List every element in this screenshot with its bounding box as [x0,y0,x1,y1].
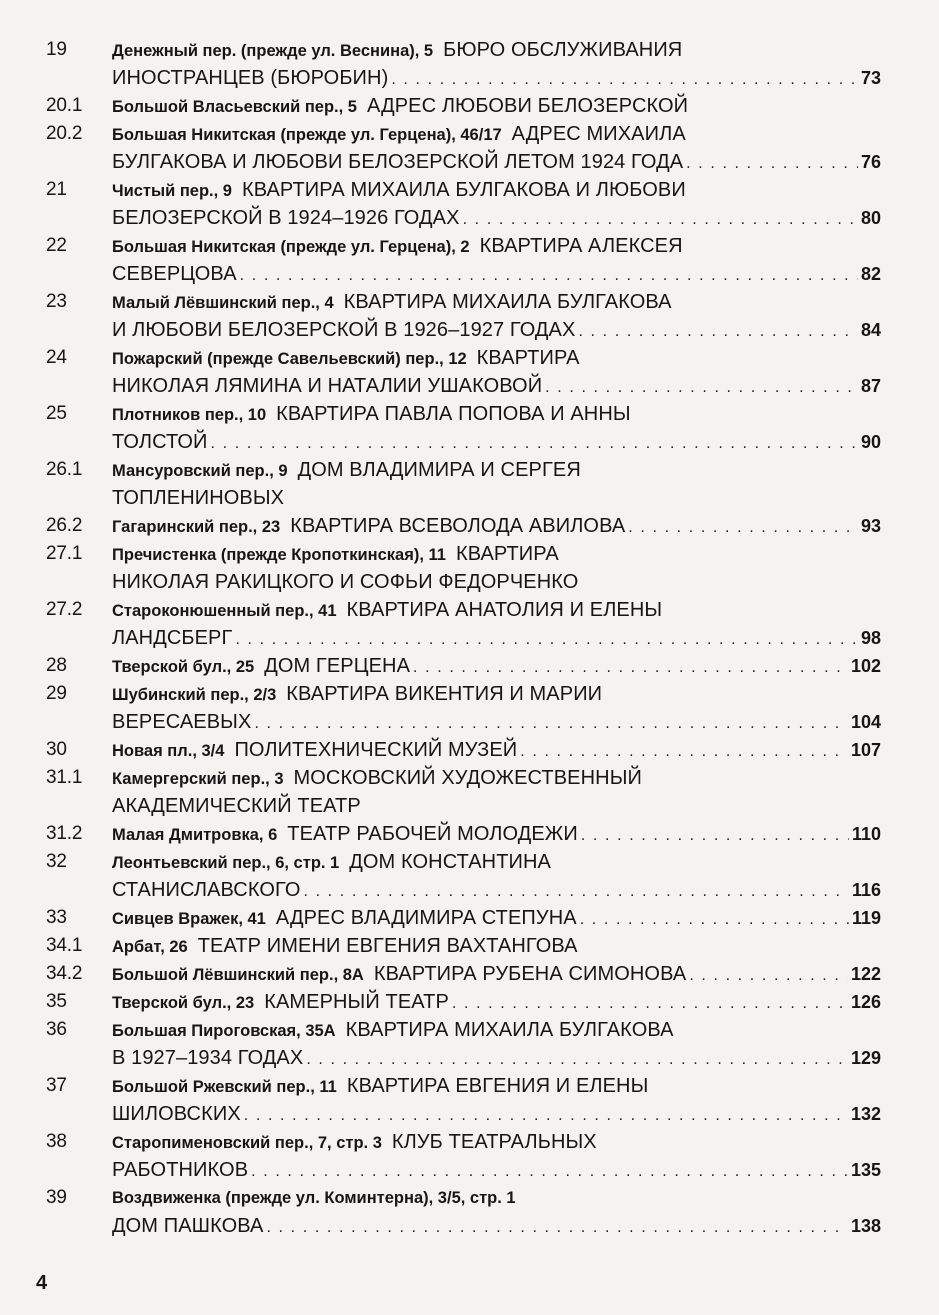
entry-title-continued: И ЛЮБОВИ БЕЛОЗЕРСКОЙ В 1926–1927 ГОДАХ [112,319,576,341]
entry-line-1 [112,988,881,1016]
entry-line-1 [112,344,881,372]
page-ref: 119 [851,908,881,928]
toc-entry [0,92,939,120]
entry-number: 33 [46,907,67,928]
entry-line-1-text [112,1131,597,1153]
entry-line-2 [112,64,881,92]
entry-line-1-text [112,988,449,1016]
dot-leader [240,262,858,288]
entry-line-1 [112,92,881,120]
entry-line-2 [112,708,881,736]
entry-number: 19 [46,39,67,60]
toc-entry [0,848,939,904]
entry-title: КВАРТИРА РУБЕНА СИМОНОВА [373,963,687,985]
entry-title-continued: НИКОЛАЯ ЛЯМИНА И НАТАЛИИ УШАКОВОЙ [112,375,543,397]
page-ref: 102 [850,656,881,676]
toc-entry [0,36,939,92]
entry-line-1-text [112,652,410,680]
dot-leader [578,318,858,344]
dot-leader [413,654,848,680]
toc-entry [0,120,939,176]
entry-line-1-text [112,935,578,957]
entry-line-2 [112,1212,881,1240]
toc-entry [0,1184,939,1240]
page-ref: 90 [860,432,881,452]
entry-title: КВАРТИРА АЛЕКСЕЯ [479,235,683,257]
entry-address: Гагаринский пер., 23 [112,518,281,536]
entry-number: 26.1 [46,459,83,480]
entry-number: 25 [46,403,67,424]
entry-title-continued: В 1927–1934 ГОДАХ [112,1047,304,1069]
entry-line-2 [112,1044,881,1072]
entry-number: 26.2 [46,515,83,536]
entry-line-1-text [112,1075,649,1097]
page-ref: 116 [851,880,881,900]
entry-line-1-text [112,95,689,117]
entry-address: Денежный пер. (прежде ул. Веснина), 5 [112,42,434,60]
page-ref: 80 [860,208,881,228]
entry-address: Леонтьевский пер., 6, стр. 1 [112,854,340,872]
page-ref: 87 [860,376,881,396]
toc-entry [0,820,939,848]
entry-line-1 [112,680,881,708]
entry-address: Малый Лёвшинский пер., 4 [112,294,334,312]
dot-leader [266,1214,847,1240]
entry-line-1-text [112,459,581,481]
entry-title: КВАРТИРА [455,543,559,565]
entry-line-1 [112,540,881,568]
entry-line-2 [112,316,881,344]
entry-title-continued: БЕЛОЗЕРСКОЙ В 1924–1926 ГОДАХ [112,207,460,229]
entry-address: Большая Никитская (прежде ул. Герцена), 46/17 [112,126,502,144]
toc-entry [0,764,939,820]
entry-address: Воздвиженка (прежде ул. Коминтерна), 3/5, стр. 1 [112,1189,516,1207]
entry-title-continued: РАБОТНИКОВ [112,1159,249,1181]
entry-line-1-text [112,683,603,705]
toc-entry [0,988,939,1016]
entry-title: КВАРТИРА ВИКЕНТИЯ И МАРИИ [286,683,603,705]
toc-entry [0,652,939,680]
entry-line-1-text [112,1019,674,1041]
entry-title: КВАРТИРА АНАТОЛИЯ И ЕЛЕНЫ [346,599,663,621]
entry-address: Большой Ржевский пер., 11 [112,1078,337,1096]
dot-leader [244,1102,848,1128]
entry-title: КВАРТИРА [476,347,580,369]
entry-line-1-text [112,767,642,789]
page-ref: 107 [850,740,881,760]
page-ref: 110 [851,824,881,844]
page-ref: 76 [860,152,881,172]
entry-line-2 [112,484,881,512]
entry-line-1 [112,596,881,624]
entry-address: Шубинский пер., 2/3 [112,686,277,704]
page-ref: 84 [860,320,881,340]
toc-entry [0,1072,939,1128]
entry-line-1 [112,1184,881,1212]
toc-entry [0,456,939,512]
entry-title-continued: ДОМ ПАШКОВА [112,1215,264,1237]
toc-entry [0,1128,939,1184]
entry-address: Большой Лёвшинский пер., 8А [112,966,364,984]
toc-entry [0,288,939,344]
entry-address: Староконюшенный пер., 41 [112,602,337,620]
entry-title-continued: ИНОСТРАНЦЕВ (БЮРОБИН) [112,67,389,89]
entry-line-1 [112,288,881,316]
page-ref: 138 [850,1216,881,1236]
dot-leader [235,626,858,652]
toc-entry [0,540,939,596]
entry-title: КАМЕРНЫЙ ТЕАТР [264,991,449,1013]
entry-address: Арбат, 26 [112,938,188,956]
page-ref: 135 [850,1160,881,1180]
entry-number: 28 [46,655,67,676]
entry-title-continued: СЕВЕРЦОВА [112,263,237,285]
entry-title: ДОМ ВЛАДИМИРА И СЕРГЕЯ [297,459,581,481]
entry-title-continued: ЛАНДСБЕРГ [112,627,233,649]
entry-line-1-text [112,512,625,540]
entry-line-1-text [112,179,686,201]
toc-entry [0,1016,939,1072]
page-ref: 122 [850,964,881,984]
entry-line-2 [112,624,881,652]
toc-entry [0,596,939,652]
toc-entry [0,904,939,932]
entry-number: 27.2 [46,599,83,620]
entry-address: Плотников пер., 10 [112,406,267,424]
entry-address: Большой Власьевский пер., 5 [112,98,357,116]
entry-number: 39 [46,1187,67,1208]
entry-line-1-text [112,820,578,848]
entry-line-1 [112,652,881,680]
entry-number: 20.1 [46,95,83,116]
entry-title: ДОМ ГЕРЦЕНА [264,655,411,677]
entry-number: 22 [46,235,67,256]
entry-line-1-text [112,403,631,425]
entry-line-1-text [112,235,683,257]
entry-line-1-text [112,599,663,621]
entry-address: Пожарский (прежде Савельевский) пер., 12 [112,350,467,368]
dot-leader [391,66,858,92]
entry-line-1 [112,764,881,792]
entry-line-1-text [112,39,683,61]
entry-line-1 [112,820,881,848]
entry-title: ТЕАТР ИМЕНИ ЕВГЕНИЯ ВАХТАНГОВА [197,935,578,957]
entry-address: Большая Пироговская, 35А [112,1022,336,1040]
entry-line-1 [112,1128,881,1156]
toc-entry [0,736,939,764]
entry-line-2 [112,568,881,596]
entry-address: Чистый пер., 9 [112,182,232,200]
entry-number: 38 [46,1131,67,1152]
entry-address: Новая пл., 3/4 [112,742,225,760]
entry-title: КВАРТИРА ЕВГЕНИЯ И ЕЛЕНЫ [346,1075,649,1097]
entry-line-2 [112,372,881,400]
entry-line-1-text [112,291,672,313]
entry-number: 24 [46,347,67,368]
entry-address: Старопименовский пер., 7, стр. 3 [112,1134,382,1152]
dot-leader [306,1046,848,1072]
entry-number: 27.1 [46,543,83,564]
entry-address: Тверской бул., 23 [112,994,255,1012]
entry-line-1-text [112,543,559,565]
page-ref: 93 [860,516,881,536]
entry-line-2 [112,876,881,904]
entry-title-continued: БУЛГАКОВА И ЛЮБОВИ БЕЛОЗЕРСКОЙ ЛЕТОМ 1924 ГОДА [112,151,684,173]
dot-leader [689,962,848,988]
entry-title-continued: НИКОЛАЯ РАКИЦКОГО И СОФЬИ ФЕДОРЧЕНКО [112,571,579,593]
entry-address: Малая Дмитровка, 6 [112,826,278,844]
entry-title: ПОЛИТЕХНИЧЕСКИЙ МУЗЕЙ [234,739,518,761]
entry-title: КВАРТИРА МИХАИЛА БУЛГАКОВА [345,1019,674,1041]
entry-line-1-text [112,851,551,873]
entry-address: Большая Никитская (прежде ул. Герцена), 2 [112,238,470,256]
dot-leader [686,150,858,176]
entry-address: Пречистенка (прежде Кропоткинская), 11 [112,546,446,564]
entry-line-1 [112,848,881,876]
entry-title-continued: СТАНИСЛАВСКОГО [112,879,301,901]
dot-leader [251,1158,848,1184]
entry-number: 20.2 [46,123,83,144]
entry-line-2 [112,148,881,176]
entry-line-1 [112,1072,881,1100]
entry-line-2 [112,260,881,288]
entry-title: АДРЕС ЛЮБОВИ БЕЛОЗЕРСКОЙ [366,95,689,117]
entry-number: 37 [46,1075,67,1096]
entry-line-1 [112,120,881,148]
entry-line-1 [112,232,881,260]
entry-number: 34.2 [46,963,83,984]
entry-number: 21 [46,179,67,200]
entry-line-1 [112,736,881,764]
entry-number: 31.2 [46,823,83,844]
dot-leader [452,990,848,1016]
entry-title: КЛУБ ТЕАТРАЛЬНЫХ [391,1131,597,1153]
entry-title-continued: ВЕРЕСАЕВЫХ [112,711,252,733]
entry-line-1-text [112,347,580,369]
page-ref: 129 [850,1048,881,1068]
entry-address: Сивцев Вражек, 41 [112,910,266,928]
toc-entry [0,960,939,988]
dot-leader [304,878,849,904]
toc-entry [0,400,939,456]
entry-title: КВАРТИРА МИХАИЛА БУЛГАКОВА И ЛЮБОВИ [241,179,686,201]
entry-number: 29 [46,683,67,704]
entry-title: КВАРТИРА ВСЕВОЛОДА АВИЛОВА [290,515,626,537]
entry-number: 30 [46,739,67,760]
page-ref: 104 [850,712,881,732]
entry-title: БЮРО ОБСЛУЖИВАНИЯ [443,39,683,61]
entry-line-1-text [112,904,577,932]
toc-entry [0,232,939,288]
toc-entry [0,932,939,960]
entry-line-1 [112,36,881,64]
entry-line-2 [112,1156,881,1184]
dot-leader [545,374,858,400]
entry-line-2 [112,1100,881,1128]
toc-entry [0,176,939,232]
entry-line-1-text [112,960,686,988]
dot-leader [520,738,848,764]
entry-title-continued: ТОЛСТОЙ [112,431,208,453]
page-ref: 98 [860,628,881,648]
entry-line-1 [112,512,881,540]
entry-address: Камергерский пер., 3 [112,770,284,788]
entry-line-1 [112,1016,881,1044]
toc-entry [0,344,939,400]
entry-line-2 [112,204,881,232]
entry-line-2 [112,792,881,820]
entry-title: АДРЕС МИХАИЛА [511,123,686,145]
toc-entry [0,512,939,540]
entry-title: КВАРТИРА ПАВЛА ПОПОВА И АННЫ [276,403,631,425]
dot-leader [628,514,858,540]
entry-number: 31.1 [46,767,83,788]
toc-entry [0,680,939,736]
dot-leader [463,206,858,232]
entry-address: Мансуровский пер., 9 [112,462,288,480]
page-ref: 82 [860,264,881,284]
entry-title-continued: ТОПЛЕНИНОВЫХ [112,487,285,509]
entry-number: 23 [46,291,67,312]
entry-title: МОСКОВСКИЙ ХУДОЖЕСТВЕННЫЙ [293,767,642,789]
entry-line-1 [112,400,881,428]
page-ref: 73 [860,68,881,88]
page-number: 4 [36,1272,48,1294]
entry-line-1 [112,960,881,988]
dot-leader [211,430,858,456]
entry-line-1 [112,932,881,960]
entry-title-continued: ШИЛОВСКИХ [112,1103,241,1125]
entry-title-continued: АКАДЕМИЧЕСКИЙ ТЕАТР [112,795,361,817]
entry-line-1 [112,456,881,484]
entry-number: 36 [46,1019,67,1040]
dot-leader [580,906,849,932]
dot-leader [581,822,849,848]
entry-title: ДОМ КОНСТАНТИНА [349,851,551,873]
page-ref: 126 [850,992,881,1012]
dot-leader [254,710,848,736]
entry-address: Тверской бул., 25 [112,658,255,676]
entry-number: 32 [46,851,67,872]
entry-line-1 [112,176,881,204]
entry-number: 34.1 [46,935,83,956]
page-ref: 132 [850,1104,881,1124]
entry-number: 35 [46,991,67,1012]
entry-line-1-text [112,736,517,764]
entry-title: АДРЕС ВЛАДИМИРА СТЕПУНА [275,907,577,929]
entry-title: КВАРТИРА МИХАИЛА БУЛГАКОВА [343,291,672,313]
entry-title: ТЕАТР РАБОЧЕЙ МОЛОДЕЖИ [287,823,578,845]
entry-line-1-text [112,123,686,145]
entry-line-2 [112,428,881,456]
entry-line-1-text [112,1190,516,1207]
entry-line-1 [112,904,881,932]
